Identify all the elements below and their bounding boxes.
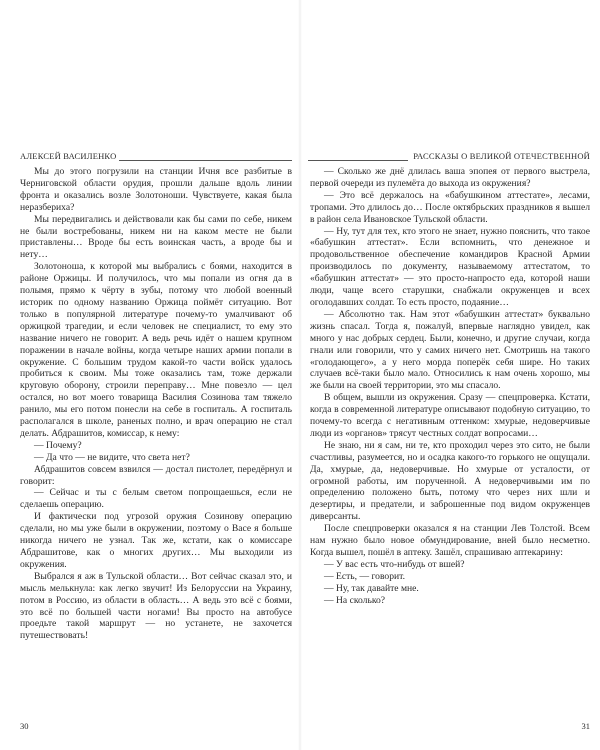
dialogue-line: — У вас есть что-нибудь от вшей? (324, 558, 465, 570)
dialogue-line: — Почему? (34, 439, 82, 451)
left-header-title: АЛЕКСЕЙ ВАСИЛЕНКО (20, 151, 119, 161)
paragraph: Абдрашитов совсем взвился — достал пистолет, передёрнул и говорит: (20, 463, 292, 487)
right-running-header (308, 150, 590, 162)
right-page-number: 31 (581, 721, 590, 731)
dialogue-line: — Да что — не видите, что света нет? (34, 451, 190, 463)
dialogue-line: — Ну, так давайте мне. (324, 582, 419, 594)
right-header-rule (308, 160, 408, 161)
dialogue-line: — На сколько? (324, 594, 386, 606)
dialogue-line: — Сколько же днё длилась ваша эпопея от первого выстрела, первой очереди из пулемёта до выхода из окружения? (310, 166, 590, 189)
dialogue-line: — Сейчас и ты с белым светом попрощаешься, если не сделаешь операцию. (20, 487, 292, 511)
right-body-text (310, 166, 590, 607)
left-page-number: 30 (20, 721, 29, 731)
dialogue-line: — Есть, — говорит. (324, 570, 406, 582)
paragraph: После спецпроверки оказался я на станции Лев Толстой. Всем нам нужно было новое обмундирование, вней было несметно. Когда вышел, пошёл в аптеку. Зашёл, спрашиваю аптекарину: (310, 523, 590, 558)
left-running-header (20, 150, 292, 162)
dialogue-line: — Ну, тут для тех, кто этого не знает, нужно пояснить, что такое «бабушкин аттестат». Если вспомнить, что денежное и продовольственное обеспечение командиров Красной Армии производилось по документу, называемому аттестатом, то «бабушкин аттестат» — это просто-напросто еда, которой наши люди, чаще всего старушки, снабжали окруженцев и всех оголодавших солдат. То есть просто, подаяние… (310, 225, 590, 308)
paragraph: Мы передвигались и действовали как бы сами по себе, никем не были востребованы, никем ни на каком месте не были приставлены… Вроде бы есть воинская часть, а вроде бы и нету… (20, 213, 292, 261)
right-page (300, 0, 600, 750)
paragraph: В общем, вышли из окружения. Сразу — спецпроверка. Кстати, когда в современной литературе описывают подобную ситуацию, то почему-то всегда с негативным оттенком: хмурые, недоверчивые люди из «органов» трясут честных солдат вопросами… (310, 392, 590, 439)
right-header-title: РАССКАЗЫ О ВЕЛИКОЙ ОТЕЧЕСТВЕННОЙ (410, 151, 590, 161)
paragraph: Мы до этого погрузили на станции Ичня все разбитые в Черниговской области орудия, прошли дальше вдоль линии фронта и оказались возле Золотоноши. Чувствуете, какая была неразбериха? (20, 166, 292, 213)
left-body-text (20, 166, 292, 642)
dialogue-line: — Это всё держалось на «бабушкином аттестате», лесами, тропами. Это длилось до… После октябрьских праздников я вышел в район села Ивановское Тульской области. (310, 189, 590, 225)
paragraph: Выбрался я аж в Тульской области… Вот сейчас сказал это, и мысль мелькнула: как легко звучит! Из Белоруссии на Украину, потом в Россию, из области в область… А ведь это всё с боями, это всё по большей части ногами! Вы просто на автобусе проедьте такой маршрут — но устанете, не захочется путешествовать! (20, 570, 292, 642)
dialogue-line: — Абсолютно так. Нам этот «бабушкин аттестат» буквально жизнь спасал. Тогда я, пожалуй, впервые наглядно увидел, как много у нас добрых сердец. Были, конечно, и другие случаи, когда гнали или говорили, что у самих ничего нет. Смотришь на такого «голодающего», а у него морда поперёк себя шире. Но таких случаев всё-таки было мало. Относились к нам очень хорошо, мы же были на своей территории, это мы спасало. (310, 308, 590, 392)
paragraph: И фактически под угрозой оружия Созинову операцию сделали, но мы уже были в окружении, поэтому о Васе я больше никогда ничего не узнал. Так же, кстати, как о комиссаре Абдрашитове, как о многих других… Мы выходили из окружения. (20, 511, 292, 570)
left-header-rule (115, 160, 292, 161)
paragraph: Золотоноша, к которой мы выбрались с боями, находится в районе Оржицы. И получилось, что мы попали из огня да в полымя, прямо к чёрту в зубы, потому что любой военный историк по одному названию Оржица поймёт ситуацию. Вот только в популярной литературе почему-то умалчивают об оржицкой трагедии, и если человек не специалист, то ему это название ничего не говорит. А ведь речь идёт о нашем крупном поражении в начале войны, когда четыре наших армии попали в окружение. С большим трудом какой-то части войск удалось пробиться к своим. Мы тоже оказались там, тоже держали круговую оборону, строили переправу… Мне повезло — цел остался, но вот моего товарища Василия Созинова там тяжело ранило, мы его потом понесли на себе в госпиталь. А госпиталь располагался в школе, раненых полно, и врач операцию не стал делать. Абдрашитов, комиссар, к нему: (20, 261, 292, 439)
paragraph: Не знаю, ни я сам, ни те, кто проходил через это сито, не были счастливы, разумеется, но и осадка какого-то горького не ощущали. Да, хмурые, да, недоверчивые. Но хмурые от усталости, от огромной работы, им порученной. А недоверчивыми им по определению положено быть, потому что через них шли и дезертиры, и предатели, и заброшенные под видом окруженцев диверсанты. (310, 439, 590, 523)
